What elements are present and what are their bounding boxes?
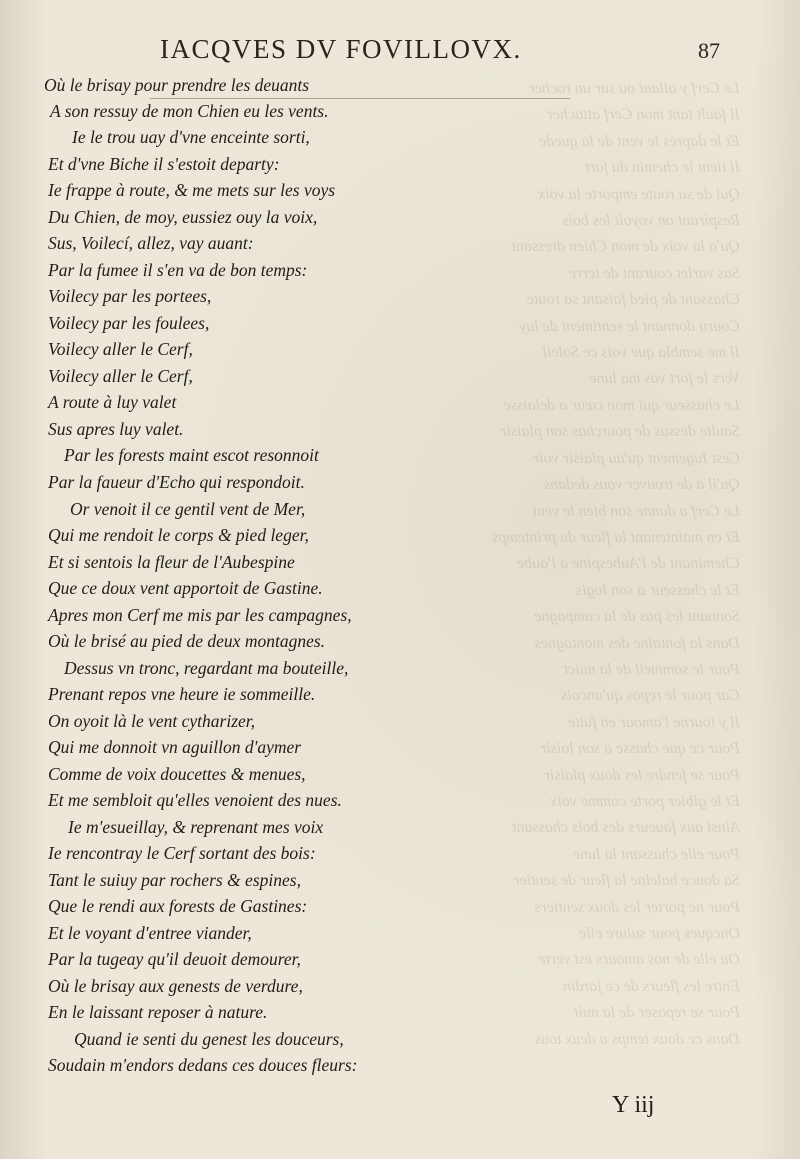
verse-line: Voilecy par les foulees,: [48, 313, 210, 333]
verse-line: Soudain m'endors dedans ces douces fleurs:: [48, 1055, 358, 1075]
verse-line: Sus apres luy valet.: [48, 419, 184, 439]
verse-line: A route à luy valet: [48, 392, 177, 412]
page-header: [0, 34, 800, 70]
signature-mark: Y iij: [612, 1092, 655, 1118]
verse-line: Et le voyant d'entree viander,: [48, 923, 252, 943]
verse-line: Dessus vn tronc, regardant ma bouteille,: [64, 658, 349, 678]
verse-line: Par les forests maint escot resonnoit: [64, 445, 319, 465]
verse-line: Or venoit il ce gentil vent de Mer,: [70, 499, 306, 519]
verse-line: Du Chien, de moy, eussiez ouy la voix,: [48, 207, 318, 227]
verse-line: Ie m'esueillay, & reprenant mes voix: [68, 817, 324, 837]
verse-line: Qui me rendoit le corps & pied leger,: [48, 525, 309, 545]
verse-line: Où le brisay pour prendre les deuants: [44, 75, 310, 95]
verse-line: Où le brisé au pied de deux montagnes.: [48, 631, 326, 651]
verse-line: Ie le trou uay d'vne enceinte sorti,: [72, 127, 310, 147]
verse-line: Par la fumee il s'en va de bon temps:: [48, 260, 308, 280]
verse-line: Qui me donnoit vn aguillon d'aymer: [48, 737, 302, 757]
verse-line: Voilecy aller le Cerf,: [48, 366, 193, 386]
verse-line: Ie rencontray le Cerf sortant des bois:: [48, 843, 316, 863]
verse-line: Par la tugeay qu'il deuoit demourer,: [48, 949, 301, 969]
verse-line: Quand ie senti du genest les douceurs,: [74, 1029, 344, 1049]
verse-line: Prenant repos vne heure ie sommeille.: [48, 684, 316, 704]
verse-line: Voilecy par les portees,: [48, 286, 212, 306]
verse-line: Voilecy aller le Cerf,: [48, 339, 193, 359]
verse-line: Où le brisay aux genests de verdure,: [48, 976, 303, 996]
verse-line: Que ce doux vent apportoit de Gastine.: [48, 578, 323, 598]
show-through-text: Le Cerf y allant ou sur un rocher Il fault tant mon Cerf attacher Et le dapres le vent de la guede Il tient le chemin du fort Qui de sa route emporte la voix Respirant on voyoit les bois Qu'a la voix de mon Chien dressant Sus varlet courant de terre Chassant de pied faisant sa route Couru donnant le sentiment de luy Il me sembla que vois ce Soleil Vers le fort vas ma lune Le chasseur qui mon cœur a delaisse Saulte dessus de pourchas son plaisir Cest Iugement qu'au plaisir voir Qu'il a de trouver vous dedans Le Cerf a donne son bien le vent Et en maintenant la fleur du printemps Cheminant de l'Aubespine a l'aube Et le chasseur a son logis Sonnant les pas de la campagne Dans la fontaine des montagnes Pour le sommeil de la nuict Car pour le repos qu'ancois Il y tourne l'amour en fuite Pour ce que chasse a son loisir Pour se fendre les doux plaisir Et le gibier porte comme voix Ainsi aux faueurs des bois chassant Pour elle chassant la lune Sa douce haleine la fleur de sentier Pour ne porter les doux sentiers Oncques pour suiure elle Ou elle de nos amours est verte Entre les fleurs de ce jardin Pour se reposer de la nuit Dans ce doux temps a deux tous: [492, 80, 740, 1048]
verse-line: Par la faueur d'Echo qui respondoit.: [48, 472, 305, 492]
verse-line: On oyoit là le vent cytharizer,: [48, 711, 256, 731]
verse-line: Et d'vne Biche il s'estoit departy:: [48, 154, 280, 174]
verse-line: Ie frappe à route, & me mets sur les voys: [48, 180, 336, 200]
verse-line: Que le rendi aux forests de Gastines:: [48, 896, 308, 916]
verse-line: Et me sembloit qu'elles venoient des nues.: [48, 790, 342, 810]
running-head: IACQVES DV FOVILLOVX.: [160, 34, 522, 64]
verse-line: A son ressuy de mon Chien eu les vents.: [50, 101, 329, 121]
verse-line: Tant le suiuy par rochers & espines,: [48, 870, 301, 890]
verse-line: Apres mon Cerf me mis par les campagnes,: [48, 605, 352, 625]
verse-line: Sus, Voilecí, allez, vay auant:: [48, 233, 254, 253]
verse-line: En le laissant reposer à nature.: [48, 1002, 268, 1022]
verse-line: Et si sentois la fleur de l'Aubespine: [48, 552, 295, 572]
verse-line: Comme de voix doucettes & menues,: [48, 764, 306, 784]
page-number: 87: [698, 38, 720, 63]
